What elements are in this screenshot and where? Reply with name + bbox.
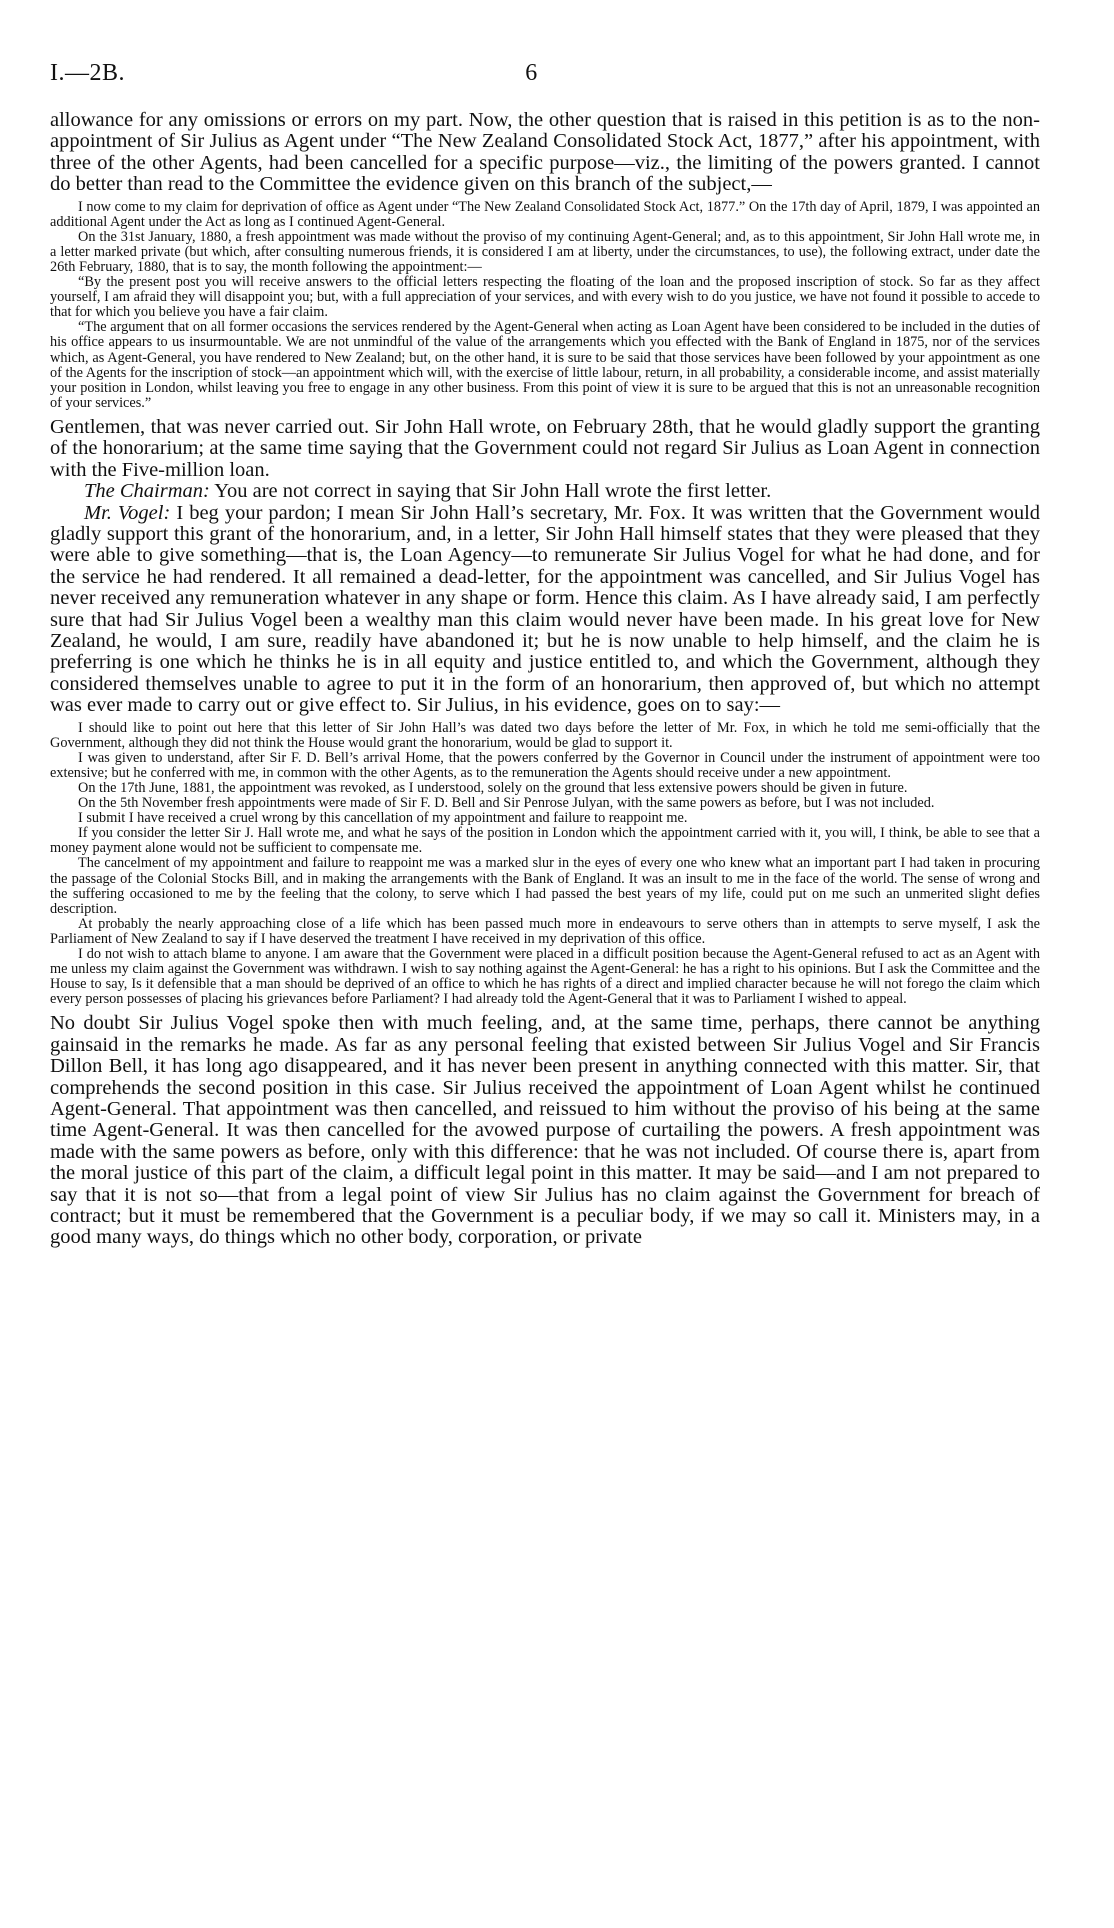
quote-paragraph: On the 5th November fresh appointments were made of Sir F. D. Bell and Sir Penrose Julyan, with the same powers as before, but I was not included. [78, 795, 935, 812]
page-header [50, 60, 1040, 96]
speaker-vogel: Mr. Vogel: [84, 501, 171, 524]
quote-paragraph: The cancelment of my appointment and failure to reappoint me was a marked slur in the eyes of every one who knew what an important part I had taken in procuring the passage of the Colonial Stocks Bill, and in making the arrangements with the Bank of England. It was an insult to me in the face of the world. The sense of wrong and the suffering occasioned to me by the feeling that the colony, to serve which I had passed the best years of my life, could put on me such an unmerited slight defies description. [50, 855, 1040, 917]
body-paragraph-1: allowance for any omissions or errors on my part. Now, the other question that is raised in this petition is as to the non-appointment of Sir Julius as Agent under “The New Zealand Consolidated Stock Act, 1877,” after his appointment, with three of the other Agents, had been cancelled for a specific purpose—viz., the limiting of the powers granted. I cannot do better than read to the Committee the evidence given on this branch of the subject,— [50, 109, 1040, 196]
speaker-chairman: The Chairman: [84, 480, 210, 503]
vogel-remark [50, 503, 1040, 717]
body-paragraph-3: No doubt Sir Julius Vogel spoke then with much feeling, and, at the same time, perhaps, there cannot be anything gainsaid in the remarks he made. As far as any personal feeling that existed between Sir Julius Vogel and Sir Francis Dillon Bell, it has long ago disappeared, and it has never been present in anything connected with this matter. Sir, that comprehends the second position in this case. Sir Julius received the appointment of Loan Agent whilst he continued Agent-General. That appointment was then cancelled, and reissued to him without the proviso of his being at the same time Agent-General. It was then cancelled for the avowed purpose of curtailing the powers. A fresh appointment was made with the same powers as before, only with this difference: that he was not included. Of course there is, apart from the moral justice of this part of the claim, a difficult legal point in this matter. It may be said—and I am not prepared to say that it is not so—that from a legal point of view Sir Julius has no claim against the Government for breach of contract; but it must be remembered that the Government is a peculiar body, if we may so call it. Ministers may, in a good many ways, do things which no other body, corporation, or private [50, 1012, 1040, 1249]
quote-paragraph: I submit I have received a cruel wrong by this cancellation of my appointment and failure to reappoint me. [78, 810, 688, 827]
evidence-quote-2 [50, 721, 1040, 1008]
quote-paragraph: “By the present post you will receive answers to the official letters respecting the floating of the loan and the proposed inscription of stock. So far as they affect yourself, I am afraid they will disappoint you; but, with a full appreciation of your services, and with every wish to do you justice, we have not found it possible to accede to that for which you believe you have a fair claim. [50, 274, 1040, 321]
chairman-text: You are not correct in saying that Sir John Hall wrote the first letter. [214, 480, 772, 503]
document-page [50, 60, 1040, 1249]
page-number: 6 [525, 60, 538, 86]
document-reference: I.—2B. [50, 60, 125, 86]
quote-paragraph: I was given to understand, after Sir F. D. Bell’s arrival Home, that the powers conferred by the Governor in Council under the instrument of appointment were too extensive; but he conferred with me, in common with the other Agents, as to the remuneration the Agents should receive under a new appointment. [50, 749, 1040, 781]
quote-paragraph: If you consider the letter Sir J. Hall wrote me, and what he says of the position in London which the appointment carried with it, you will, I think, be able to see that a money payment alone would not be sufficient to compensate me. [50, 825, 1040, 857]
vogel-text: I beg your pardon; I mean Sir John Hall’s secretary, Mr. Fox. It was written that the Government would gladly support this grant of the honorarium, and, in a letter, Sir John Hall himself states that they were pleased that they were able to give something—that is, the Loan Agency—to remunerate Sir Julius Vogel for what he had done, and for the service he had rendered. It all remained a dead-letter, for the appointment was cancelled, and Sir Julius Vogel has never received any remuneration whatever in any shape or form. Hence this claim. As I have already said, I am perfectly sure that had Sir Julius Vogel been a wealthy man this claim would never have been made. In his great love for New Zealand, he would, I am sure, readily have abandoned it; but he is now unable to help himself, and the claim he is preferring is one which he thinks he is in all equity and justice entitled to, and which the Government, although they considered themselves unable to agree to put it in the form of an honorarium, then approved of, but which no attempt was ever made to carry out or give effect to. Sir Julius, in his evidence, goes on to say:— [50, 501, 1041, 717]
body-paragraph-2: Gentlemen, that was never carried out. Sir John Hall wrote, on February 28th, that he would gladly support the granting of the honorarium; at the same time saying that the Government could not regard Sir Julius as Loan Agent in connection with the Five-million loan. [50, 415, 1040, 481]
quote-paragraph: On the 17th June, 1881, the appointment was revoked, as I understood, solely on the ground that less extensive powers should be given in future. [78, 780, 908, 796]
quote-paragraph: I now come to my claim for deprivation of office as Agent under “The New Zealand Consolidated Stock Act, 1877.” On the 17th day of April, 1879, I was appointed an additional Agent under the Act as long as I continued Agent-General. [50, 198, 1040, 230]
chairman-remark [50, 481, 1040, 502]
evidence-quote-1 [50, 200, 1040, 411]
quote-paragraph: I should like to point out here that this letter of Sir John Hall’s was dated two days before the letter of Mr. Fox, in which he told me semi-officially that the Government, although they did not think the House would grant the honorarium, would be glad to support it. [50, 719, 1040, 751]
quote-paragraph: On the 31st January, 1880, a fresh appointment was made without the proviso of my continuing Agent-General; and, as to this appointment, Sir John Hall wrote me, in a letter marked private (but which, after consulting numerous friends, it is considered I am at liberty, under the circumstances, to use), the following extract, under date the 26th February, 1880, that is to say, the month following the appointment:— [50, 228, 1040, 275]
quote-paragraph: I do not wish to attach blame to anyone. I am aware that the Government were placed in a difficult position because the Agent-General refused to act as an Agent with me unless my claim against the Government was withdrawn. I wish to say nothing against the Agent-General: he has a right to his opinions. But I ask the Committee and the House to say, Is it defensible that a man should be deprived of an office to which he has rights of a direct and implied character because he will not forego the claim which every person possesses of placing his grievances before Parliament? I had already told the Agent-General that it was to Parliament I wished to appeal. [50, 946, 1040, 1008]
quote-paragraph: At probably the nearly approaching close of a life which has been passed much more in endeavours to serve others than in attempts to serve myself, I ask the Parliament of New Zealand to say if I have deserved the treatment I have received in my deprivation of this office. [50, 915, 1040, 947]
quote-paragraph: “The argument that on all former occasions the services rendered by the Agent-General when acting as Loan Agent have been considered to be included in the duties of his office appears to us insurmountable. We are not unmindful of the value of the arrangements which you effected with the Bank of England in 1875, nor of the services which, as Agent-General, you have rendered to New Zealand; but, on the other hand, it is sure to be said that those services have been followed by your appointment as one of the Agents for the inscription of stock—an appointment which will, with the exercise of little labour, return, in all probability, a considerable income, and assist materially your position in London, whilst leaving you free to engage in any other business. From this point of view it is sure to be argued that this is not an unreasonable recognition of your services.” [50, 319, 1040, 411]
